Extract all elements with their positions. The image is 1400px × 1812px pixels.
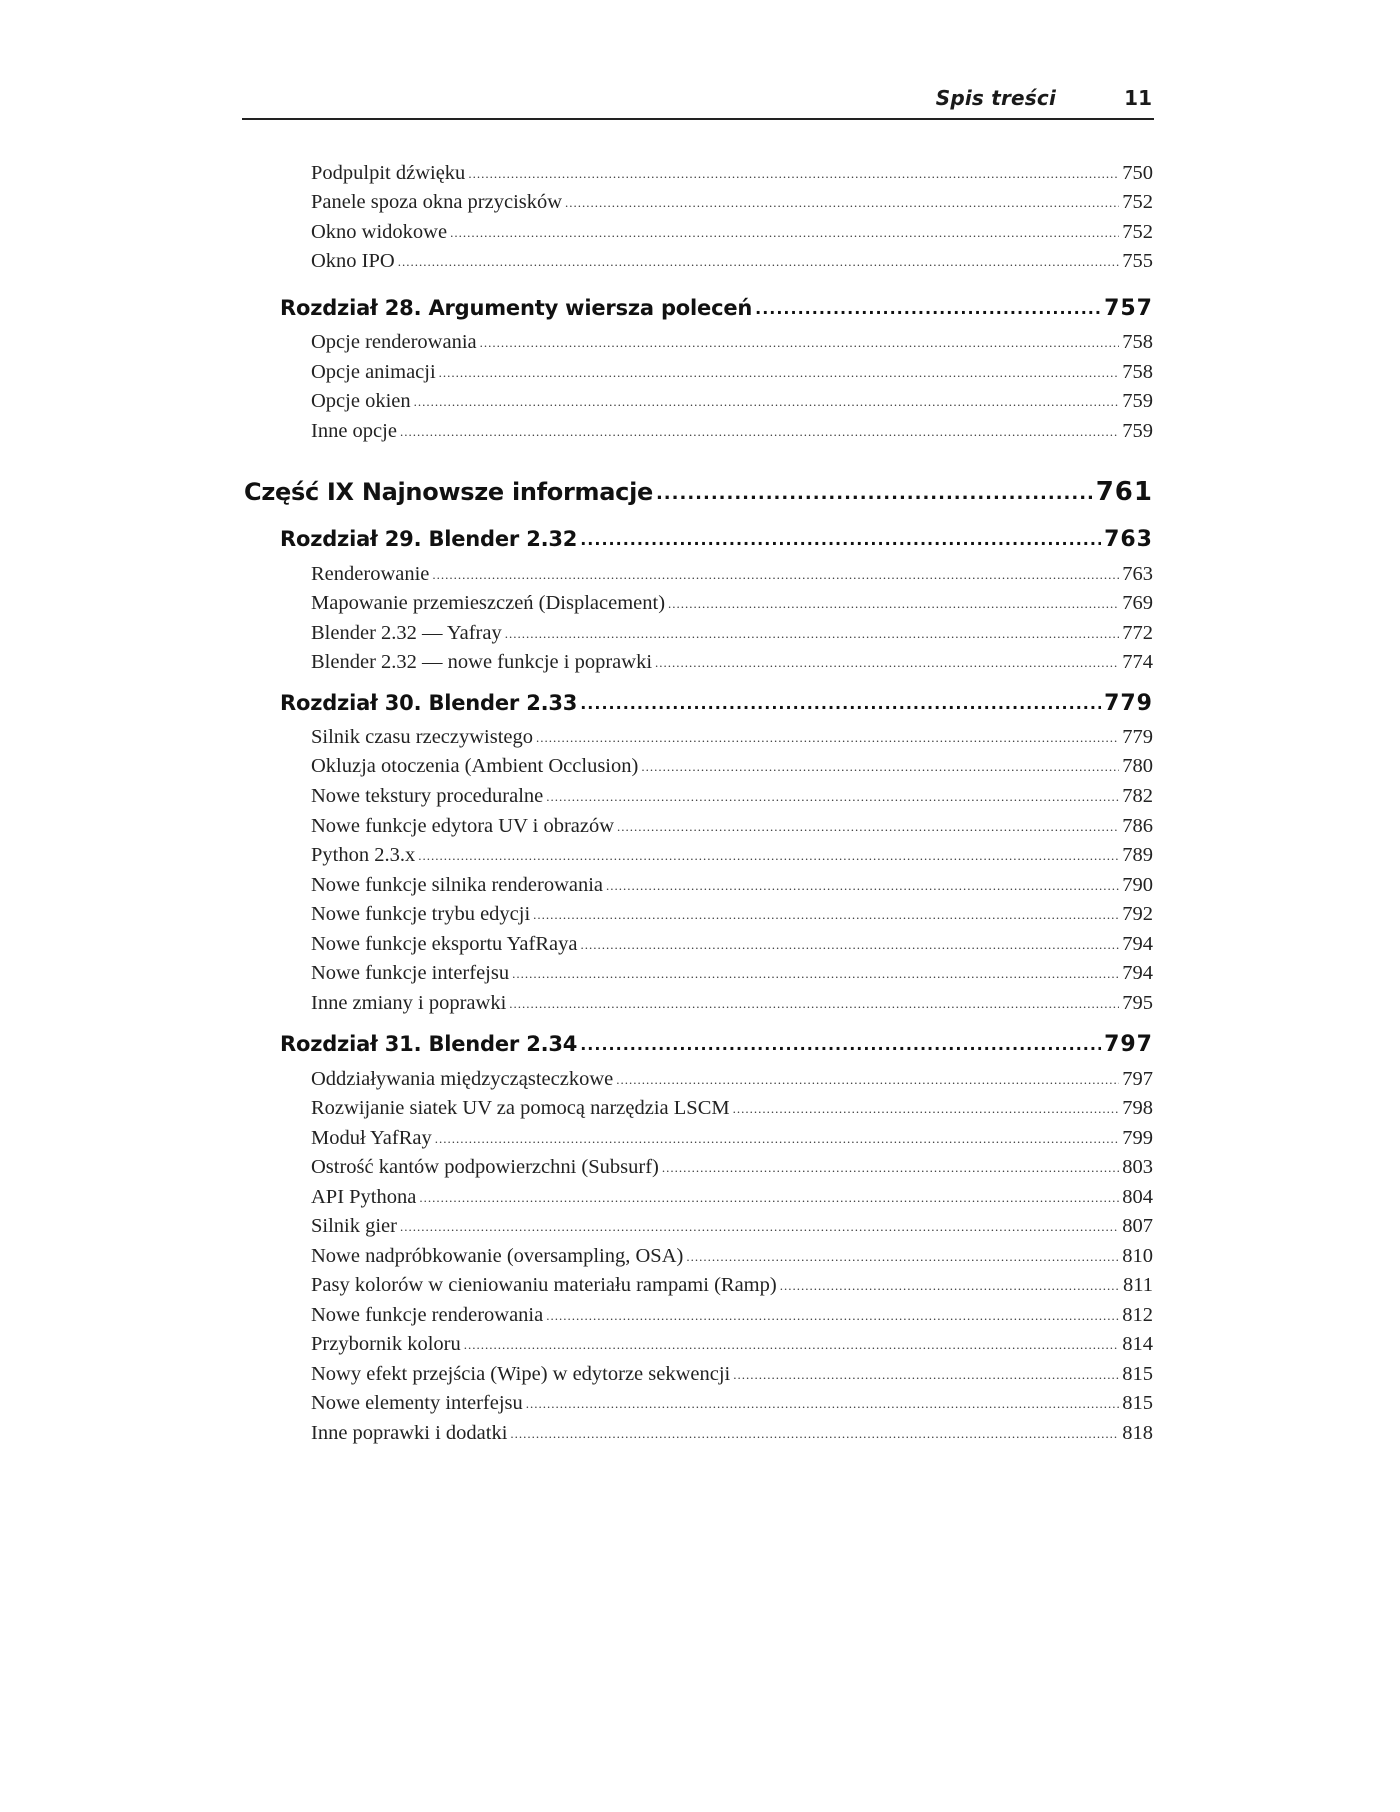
toc-entry[interactable] — [311, 933, 1153, 963]
toc-leader-dots — [468, 166, 1119, 182]
toc-title: Nowe tekstury proceduralne — [311, 785, 544, 807]
toc-title: Nowe funkcje edytora UV i obrazów — [311, 815, 615, 837]
toc-entry[interactable] — [311, 390, 1153, 420]
toc-entry[interactable] — [311, 331, 1153, 361]
toc-leader-dots — [580, 694, 1101, 713]
toc-leader-dots — [606, 878, 1119, 894]
running-head-title: Spis treści — [935, 86, 1056, 110]
toc-leader-dots — [656, 483, 1093, 504]
toc-leader-dots — [435, 1131, 1120, 1147]
toc-page-number: 774 — [1122, 651, 1153, 673]
toc-title: Podpulpit dźwięku — [311, 162, 466, 184]
toc-leader-dots — [398, 254, 1120, 270]
toc-title: Pasy kolorów w cieniowaniu materiału rampami (Ramp) — [311, 1274, 777, 1296]
toc-page-number: 752 — [1122, 221, 1153, 243]
toc-entry[interactable] — [311, 651, 1153, 681]
toc-leader-dots — [580, 530, 1101, 549]
toc-page-number: 804 — [1122, 1186, 1153, 1208]
toc-entry[interactable] — [311, 1363, 1153, 1393]
toc-chapter[interactable] — [280, 527, 1153, 561]
toc-title: Rozdział 31. Blender 2.34 — [280, 1032, 578, 1056]
toc-title: Część IX Najnowsze informacje — [244, 478, 653, 506]
toc-leader-dots — [512, 966, 1119, 982]
toc-title: Nowe funkcje silnika renderowania — [311, 874, 604, 896]
toc-entry[interactable] — [311, 1186, 1153, 1216]
toc-leader-dots — [480, 335, 1120, 351]
toc-title: Silnik czasu rzeczywistego — [311, 726, 534, 748]
toc-leader-dots — [641, 759, 1119, 775]
toc-title: Blender 2.32 — Yafray — [311, 622, 502, 644]
toc-leader-dots — [686, 1249, 1119, 1265]
toc-leader-dots — [780, 1278, 1120, 1294]
toc-chapter[interactable] — [280, 1032, 1153, 1066]
toc-page-number: 792 — [1122, 903, 1153, 925]
toc-entry[interactable] — [311, 755, 1153, 785]
toc-entry[interactable] — [311, 563, 1153, 593]
toc-title: Okluzja otoczenia (Ambient Occlusion) — [311, 755, 639, 777]
toc-title: Nowy efekt przejścia (Wipe) w edytorze sekwencji — [311, 1363, 731, 1385]
toc-entry[interactable] — [311, 785, 1153, 815]
toc-leader-dots — [668, 596, 1119, 612]
toc-title: Nowe funkcje renderowania — [311, 1304, 544, 1326]
toc-part[interactable] — [244, 477, 1153, 515]
toc-leader-dots — [546, 1308, 1119, 1324]
toc-page-number: 814 — [1122, 1333, 1153, 1355]
toc-title: Inne opcje — [311, 420, 397, 442]
toc-leader-dots — [733, 1367, 1119, 1383]
toc-page-number: 763 — [1122, 563, 1153, 585]
toc-leader-dots — [565, 195, 1119, 211]
toc-leader-dots — [439, 365, 1120, 381]
toc-page-number: 815 — [1122, 1392, 1153, 1414]
toc-entry[interactable] — [311, 1245, 1153, 1275]
toc-page-number: 769 — [1122, 592, 1153, 614]
toc-page-number: 782 — [1122, 785, 1153, 807]
toc-title: Panele spoza okna przycisków — [311, 191, 563, 213]
toc-entry[interactable] — [311, 420, 1153, 450]
toc-leader-dots — [546, 789, 1119, 805]
toc-page-number: 761 — [1095, 477, 1153, 507]
toc-title: Opcje animacji — [311, 361, 436, 383]
toc-page-number: 758 — [1122, 361, 1153, 383]
toc-page-number: 818 — [1122, 1422, 1153, 1444]
toc-page-number: 812 — [1122, 1304, 1153, 1326]
toc-leader-dots — [419, 1190, 1119, 1206]
toc-page-number: 780 — [1122, 755, 1153, 777]
toc-title: Nowe funkcje interfejsu — [311, 962, 510, 984]
toc-title: Opcje renderowania — [311, 331, 477, 353]
running-head-page-number: 11 — [1124, 86, 1152, 110]
toc-page-number: 803 — [1122, 1156, 1153, 1178]
toc-page-number: 763 — [1104, 527, 1153, 552]
toc-leader-dots — [400, 1219, 1119, 1235]
toc-page-number: 810 — [1122, 1245, 1153, 1267]
toc-leader-dots — [432, 567, 1119, 583]
toc-leader-dots — [464, 1337, 1120, 1353]
toc-title: Opcje okien — [311, 390, 411, 412]
toc-leader-dots — [400, 424, 1119, 440]
toc-leader-dots — [533, 907, 1119, 923]
toc-entry[interactable] — [311, 361, 1153, 391]
toc-leader-dots — [526, 1396, 1119, 1412]
toc-leader-dots — [509, 996, 1119, 1012]
toc-leader-dots — [617, 819, 1119, 835]
toc-entry[interactable] — [311, 1127, 1153, 1157]
toc-entry[interactable] — [311, 1215, 1153, 1245]
toc-title: Rozwijanie siatek UV za pomocą narzędzia LSCM — [311, 1097, 730, 1119]
toc-title: Moduł YafRay — [311, 1127, 432, 1149]
toc-title: Rozdział 29. Blender 2.32 — [280, 527, 578, 551]
toc-title: Nowe funkcje eksportu YafRaya — [311, 933, 578, 955]
toc-title: Python 2.3.x — [311, 844, 416, 866]
toc-title: Nowe funkcje trybu edycji — [311, 903, 531, 925]
toc-page-number: 815 — [1122, 1363, 1153, 1385]
toc-page-number: 797 — [1104, 1032, 1153, 1057]
toc-leader-dots — [450, 225, 1119, 241]
toc-title: Okno widokowe — [311, 221, 448, 243]
toc-page-number: 797 — [1122, 1068, 1153, 1090]
toc-title: API Pythona — [311, 1186, 417, 1208]
toc-leader-dots — [505, 626, 1120, 642]
toc-entry[interactable] — [311, 1392, 1153, 1422]
toc-title: Rozdział 28. Argumenty wiersza poleceń — [280, 296, 753, 320]
toc-leader-dots — [510, 1426, 1119, 1442]
toc-entry[interactable] — [311, 1097, 1153, 1127]
toc-entry[interactable] — [311, 903, 1153, 933]
toc-entry[interactable] — [311, 221, 1153, 251]
toc-page-number: 772 — [1122, 622, 1153, 644]
toc-page-number: 779 — [1104, 691, 1153, 716]
toc-entry[interactable] — [311, 1333, 1153, 1363]
toc-title: Renderowanie — [311, 563, 430, 585]
toc-leader-dots — [662, 1160, 1119, 1176]
toc-entry[interactable] — [311, 191, 1153, 221]
toc-leader-dots — [655, 655, 1119, 671]
toc-page-number: 752 — [1122, 191, 1153, 213]
toc-leader-dots — [755, 299, 1101, 318]
toc-page-number: 811 — [1123, 1274, 1153, 1296]
toc-leader-dots — [580, 937, 1119, 953]
toc-page-number: 757 — [1104, 296, 1153, 321]
toc-entry[interactable] — [311, 992, 1153, 1022]
toc-title: Nowe nadpróbkowanie (oversampling, OSA) — [311, 1245, 684, 1267]
toc-leader-dots — [580, 1035, 1101, 1054]
toc-page-number: 786 — [1122, 815, 1153, 837]
toc-leader-dots — [418, 848, 1119, 864]
toc-page-number: 799 — [1122, 1127, 1153, 1149]
toc-page-number: 807 — [1122, 1215, 1153, 1237]
toc-entry[interactable] — [311, 1304, 1153, 1334]
toc-page-number: 779 — [1122, 726, 1153, 748]
running-head — [242, 82, 1154, 120]
toc-page-number: 759 — [1122, 390, 1153, 412]
toc-entry[interactable] — [311, 1068, 1153, 1098]
toc-chapter[interactable] — [280, 296, 1153, 330]
toc-title: Silnik gier — [311, 1215, 397, 1237]
toc-leader-dots — [616, 1072, 1119, 1088]
toc-page-number: 755 — [1122, 250, 1153, 272]
toc-title: Okno IPO — [311, 250, 395, 272]
toc-title: Inne poprawki i dodatki — [311, 1422, 508, 1444]
toc-page-number: 758 — [1122, 331, 1153, 353]
toc-title: Mapowanie przemieszczeń (Displacement) — [311, 592, 666, 614]
toc-page-number: 794 — [1122, 962, 1153, 984]
toc-entry[interactable] — [311, 162, 1153, 192]
toc-page-number: 750 — [1122, 162, 1153, 184]
toc-title: Inne zmiany i poprawki — [311, 992, 507, 1014]
toc-page-number: 789 — [1122, 844, 1153, 866]
toc-title: Rozdział 30. Blender 2.33 — [280, 691, 578, 715]
toc-entry[interactable] — [311, 726, 1153, 756]
toc-chapter[interactable] — [280, 691, 1153, 725]
toc-entry[interactable] — [311, 1274, 1153, 1304]
toc-entry[interactable] — [311, 1422, 1153, 1452]
toc-page-number: 795 — [1122, 992, 1153, 1014]
toc-entry[interactable] — [311, 815, 1153, 845]
toc-leader-dots — [414, 394, 1120, 410]
toc-leader-dots — [733, 1101, 1120, 1117]
toc-page-number: 759 — [1122, 420, 1153, 442]
toc-entry[interactable] — [311, 962, 1153, 992]
toc-entry[interactable] — [311, 592, 1153, 622]
toc-page-number: 798 — [1122, 1097, 1153, 1119]
toc-title: Blender 2.32 — nowe funkcje i poprawki — [311, 651, 653, 673]
toc-entry[interactable] — [311, 250, 1153, 280]
toc-entry[interactable] — [311, 874, 1153, 904]
toc-entry[interactable] — [311, 844, 1153, 874]
toc-entry[interactable] — [311, 1156, 1153, 1186]
toc-leader-dots — [536, 730, 1119, 746]
toc-title: Nowe elementy interfejsu — [311, 1392, 523, 1414]
toc-title: Przybornik koloru — [311, 1333, 461, 1355]
toc-page-number: 790 — [1122, 874, 1153, 896]
toc-entry[interactable] — [311, 622, 1153, 652]
toc-title: Ostrość kantów podpowierzchni (Subsurf) — [311, 1156, 659, 1178]
toc-page-number: 794 — [1122, 933, 1153, 955]
toc-title: Oddziaływania międzycząsteczkowe — [311, 1068, 614, 1090]
